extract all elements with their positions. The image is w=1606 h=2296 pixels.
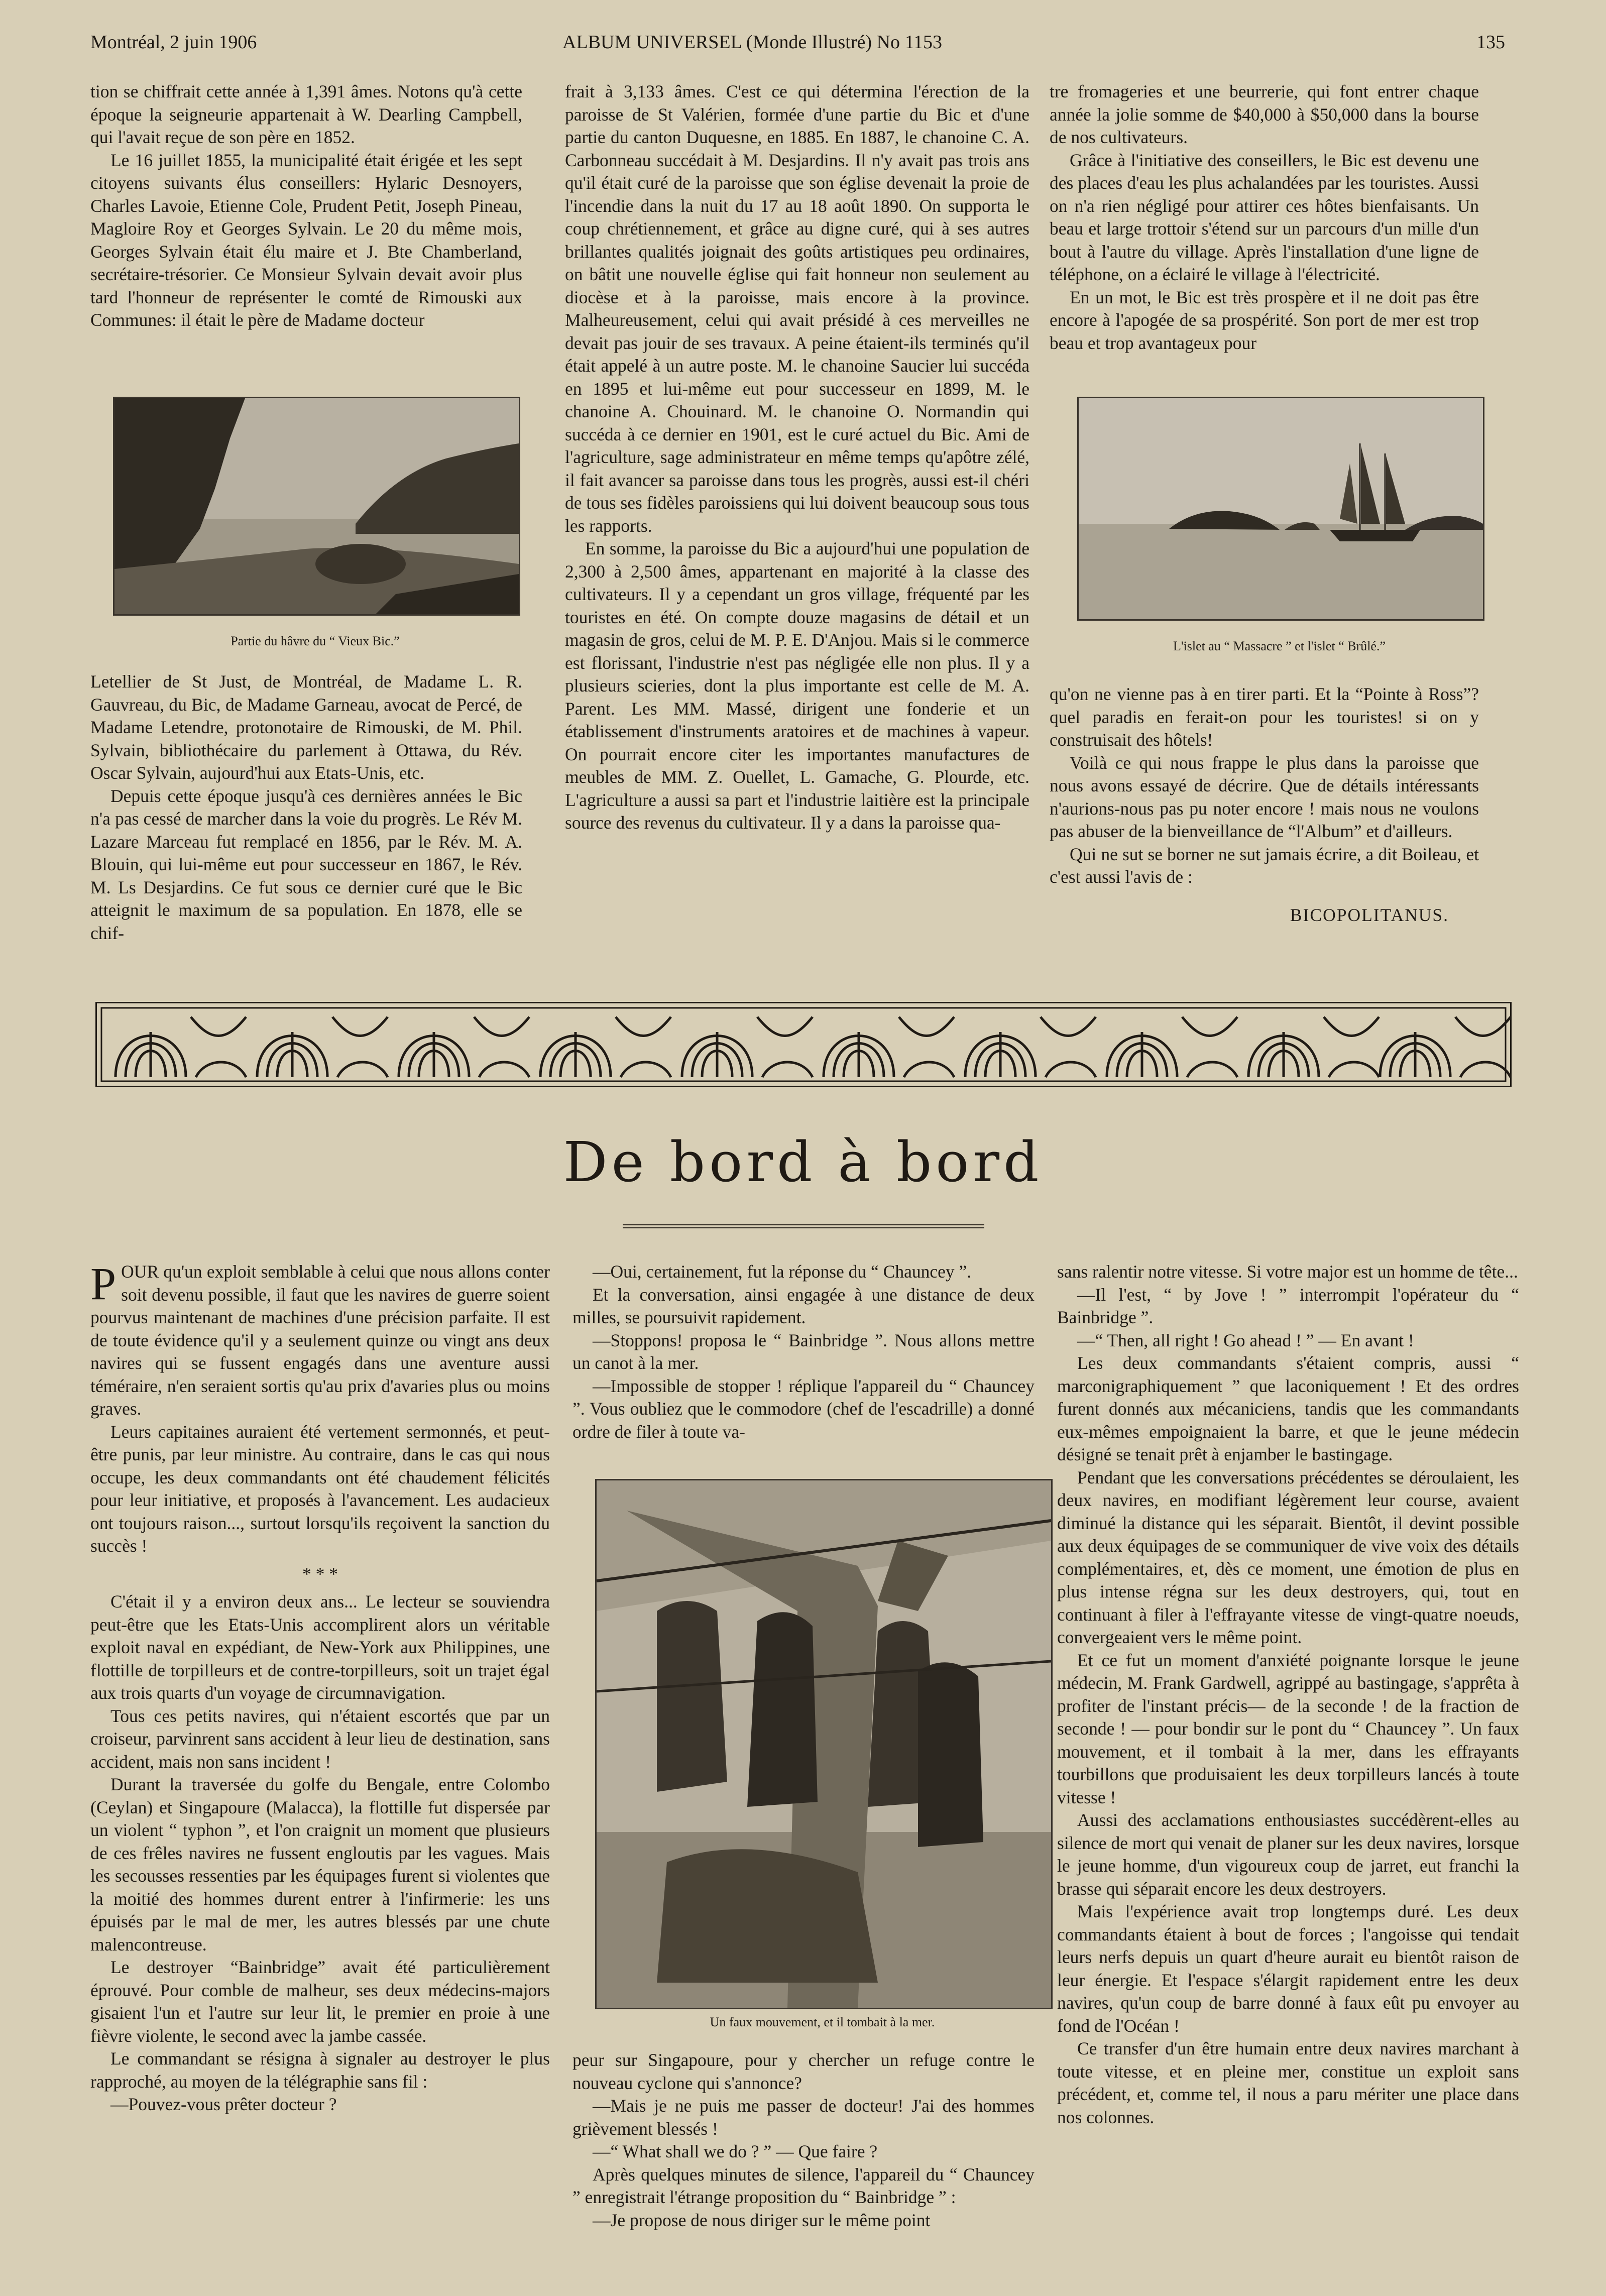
photo-vieux-bic-harbour [113,397,520,616]
paragraph-text: OUR qu'un exploit semblable à celui que nous allons conter soit devenu possible, il faut que les navires de guerre soient pourvus maintenant de machines d'une précision parfaite. Il est de toute évidence qu'il y a seulement quinze ou vingt ans deux navires qui se fussent engagés dans une aventure aussi téméraire, n'en seraient sortis qu'au prix d'avaries plus ou moins graves. [90,1261,550,1419]
header-publication: ALBUM UNIVERSEL (Monde Illustré) No 1153 [562,32,943,53]
paragraph: Pendant que les conversations précédentes se déroulaient, les deux navires, en modifiant légèrement leur course, avaient diminué la distance qui les séparait. Bientôt, il devint possible aux deux équipages de se communiquer de vive voix des détails complémentaires, et, dès ce moment, une émotion de plus en plus intense régna sur les deux destroyers, qui, tout en continuant à filer à l'effrayante vitesse de vingt-quatre noeuds, convergeaient vers le même point. [1057,1467,1519,1647]
paragraph: —Pouvez-vous prêter docteur ? [110,2094,337,2114]
article-title: De bord à bord [563,1130,1043,1194]
paragraph: tre fromageries et une beurrerie, qui font entrer chaque année la jolie somme de $40,000 à $50,000 dans la bourse de nos cultivateurs. [1050,81,1479,147]
paragraph: peur sur Singapoure, pour y chercher un refuge contre le nouveau cyclone qui s'annonce? [572,2050,1035,2093]
paragraph: —Oui, certainement, fut la réponse du “ Chauncey ”. [593,1261,972,1282]
illustration-caption: Un faux mouvement, et il tombait à la mer. [710,2015,935,2029]
section-break: * * * [302,1563,338,1584]
paragraph: Le commandant se résigna à signaler au destroyer le plus rapproché, au moyen de la télégraphie sans fil : [90,2048,550,2092]
paragraph: qu'on ne vienne pas à en tirer parti. Et la “Pointe à Ross”? quel paradis en ferait-on pour les touristes! si on y construisait des hôtels! [1050,684,1479,750]
illustration-image [597,1480,1051,2008]
paragraph: Durant la traversée du golfe du Bengale, entre Colombo (Ceylan) et Singapoure (Malacca), la flottille fut dispersée par un violent “ typhon ”, et l'on craignit un moment que plusieurs de ces frêles navires ne fussent engloutis par les vagues. Mais les secousses ressenties par les équipages furent si violentes que la moitié des hommes durent entrer à l'infirmerie: les uns épuisés par le mal de mer, les autres blessés par une chute malencontreuse. [90,1774,550,1955]
paragraph: Leurs capitaines auraient été vertement sermonnés, et peut-être punis, par leur ministre. Au contraire, dans le cas qui nous occupe, les deux commandants ont été chaudement félicités pour leur initiative, et proposés à l'avancement. Les audacieux ont toujours raison..., surtout lorsqu'ils reçoivent la sanction du succès ! [90,1421,550,1556]
paragraph: Mais l'expérience avait trop longtemps duré. Les deux commandants étaient à bout de forces ; l'angoisse qui tendait leurs nerfs depuis un quart d'heure aurait eu bientôt raison de leur énergie. Et l'espace s'élargit rapidement entre les deux navires, qu'un coup de barre donné à faux eût pu envoyer au fond de l'Océan ! [1057,1901,1519,2036]
header-date: Montréal, 2 juin 1906 [90,32,257,53]
photo-caption-right: L'islet au “ Massacre ” et l'islet “ Brûlé.” [1173,639,1386,653]
paragraph: En somme, la paroisse du Bic a aujourd'hui une population de 2,300 à 2,500 âmes, appartenant en majorité à la classe des cultivateurs. Il y a cependant un gros village, fréquenté par les touristes en été. On compte douze magasins de détail et un magasin de gros, celui de M. P. E. D'Anjou. Mais si le commerce est florissant, l'industrie n'est pas négligée elle non plus. Il y a plusieurs scieries, dont la plus importante est celle de M. A. Parent. Les MM. Massé, dirigent une fonderie et un établissement d'instruments aratoires et de machines à vapeur. On pourrait encore citer les importantes manufactures de meubles de MM. Z. Ouellet, L. Gamache, G. Plourde, etc. L'agriculture a aussi sa part et l'industrie laitière est la principale source des revenus du cultivateur. Il y a dans la paroisse qua- [565,538,1029,833]
paragraph: —“ Then, all right ! Go ahead ! ” — En avant ! [1077,1330,1414,1350]
photo-caption-left: Partie du hâvre du “ Vieux Bic.” [231,634,400,648]
paragraph: Le 16 juillet 1855, la municipalité était érigée et les sept citoyens suivants élus conseillers: Hylaric Desnoyers, Charles Lavoie, Etienne Cole, Prudent Petit, Joseph Pineau, Magloire Roy et Georges Sylvain. Le 20 du même mois, Georges Sylvain était élu maire et J. Bte Chamberland, secrétaire-trésorier. Ce Monsieur Sylvain devait avoir plus tard l'honneur de représenter le comté de Rimouski aux Communes: il était le père de Madame docteur [90,150,522,330]
paragraph: Letellier de St Just, de Montréal, de Madame L. R. Gauvreau, du Bic, de Madame Garneau, avocat de Percé, de Madame Letendre, protonotaire de Rimouski, de M. Phil. Sylvain, bibliothécaire du parlement à Ottawa, du Rév. Oscar Sylvain, aujourd'hui aux Etats-Unis, etc. [90,671,522,783]
paragraph: frait à 3,133 âmes. C'est ce qui détermina l'érection de la paroisse de St Valérien, formée d'une partie du Bic et d'une partie du canton Duquesne, en 1885. En 1887, le chanoine C. A. Carbonneau succédait à M. Desjardins. Il n'y avait pas trois ans qu'il était curé de la paroisse que son église devenait la proie de l'incendie dans la nuit du 17 au 18 août 1890. On supporta le coup chrétiennement, et grâce au digne curé, qui à ses autres brillantes qualités joignait des goûts artistiques peu ordinaires, on bâtit une nouvelle église qui fait honneur non seulement au diocèse et à la paroisse, mais encore à la province. Malheureusement, celui qui avait présidé à ces merveilles ne devait pas jouir de ses travaux. A peine étaient-ils terminés qu'il était appelé à un autre poste. M. le chanoine Saucier lui succéda en 1895 et lui-même eut pour successeur en 1899, M. le chanoine A. Chouinard. M. le chanoine O. Normandin qui succéda à ce dernier en 1901, est le curé actuel du Bic. Ami de l'agriculture, sage administrateur en même temps qu'apôtre zélé, il fait avancer sa paroisse dans tous les progrès, aussi est-il chéri de tous ses fidèles paroissiens qui lui doivent beaucoup sous tous les rapports. [565,81,1029,536]
paragraph: Voilà ce qui nous frappe le plus dans la paroisse que nous avons essayé de décrire. Que de détails intéressants n'aurions-nous pas pu noter encore ! mais nous ne voulons pas abuser de la bienveillance de “l'Album” et d'ailleurs. [1050,752,1479,841]
bottom-col1 [90,1260,550,2116]
top-col3-lower [1050,683,1479,927]
paragraph: Et ce fut un moment d'anxiété poignante lorsque le jeune médecin, M. Frank Gardwell, agrippé au bastingage, s'apprêta à profiter de l'instant précis— de la seconde ! de la fraction de seconde ! — pour bondir sur le pont du “ Chauncey ”. Un faux mouvement, et il tombait à la mer, dans les effrayants tourbillons que produisaient les deux torpilleurs lancés à toute vitesse ! [1057,1650,1519,1807]
paragraph: —Impossible de stopper ! réplique l'appareil du “ Chauncey ”. Vous oubliez que le commodore (chef de l'escadrille) a donné ordre de filer à toute va- [572,1375,1035,1442]
bottom-col2-lower [572,2049,1035,2232]
page-header [0,31,1606,61]
illustration-sailors [595,1479,1053,2009]
paragraph: Aussi des acclamations enthousiastes succédèrent-elles au silence de mort qui venait de planer sur les deux navires, lorsque le jeune homme, d'un vigoureux coup de jarret, eut franchi la brasse qui séparait encore les deux destroyers. [1057,1810,1519,1899]
drop-cap: P [90,1258,117,1309]
top-col2 [565,80,1029,835]
paragraph: tion se chiffrait cette année à 1,391 âmes. Notons qu'à cette époque la seigneurie appartenait à W. Dearling Campbell, qui l'avait reçue de son père en 1852. [90,81,522,147]
paragraph: —Mais je ne puis me passer de docteur! J'ai des hommes grièvement blessés ! [572,2096,1035,2139]
paragraph: Les deux commandants s'étaient compris, aussi “ marconigraphiquement ” que laconiquement ! Et des ordres furent donnés aux mécaniciens, tandis que les commandants eux-mêmes empoignaient la barre, et que le jeune médecin désigné se tenait prêt à enjamber le bastingage. [1057,1353,1519,1464]
paragraph: —Stoppons! proposa le “ Bainbridge ”. Nous allons mettre un canot à la mer. [572,1330,1035,1373]
paragraph: Grâce à l'initiative des conseillers, le Bic est devenu une des places d'eau les plus achalandées par les touristes. Aussi on n'a rien négligé pour attirer ces hôtes bienfaisants. Un beau et large trottoir s'étend sur un parcours d'un mille d'un bout à l'autre du village. Après l'installation d'une ligne de téléphone, on a éclairé le village à l'électricité. [1050,150,1479,284]
paragraph: En un mot, le Bic est très prospère et il ne doit pas être encore à l'apogée de sa prospérité. Son port de mer est trop beau et trop avantageux pour [1050,287,1479,353]
paragraph: —Je propose de nous diriger sur le même point [593,2210,931,2230]
title-rule [623,1224,984,1228]
paragraph [90,1260,550,1421]
paragraph: Le destroyer “Bainbridge” avait été particulièrement éprouvé. Pour comble de malheur, ses deux médecins-majors gisaient l'un et l'autre sur leur lit, le premier en proie à une fièvre violente, le second avec la jambe cassée. [90,1957,550,2046]
article-signature: BICOPOLITANUS. [1290,904,1449,925]
harbour-photo-image [114,398,519,614]
bottom-col3 [1057,1260,1519,2129]
paragraph: —“ What shall we do ? ” — Que faire ? [593,2141,878,2161]
paragraph: Et la conversation, ainsi engagée à une distance de deux milles, se poursuivit rapidement. [572,1284,1035,1327]
paragraph: Ce transfer d'un être humain entre deux navires marchant à toute vitesse, et en pleine mer, constitue un exploit sans précédent, et, comme tel, il nous a paru mériter une place dans nos colonnes. [1057,2038,1519,2127]
top-col1-upper [90,80,522,332]
paragraph: Depuis cette époque jusqu'à ces dernières années le Bic n'a pas cessé de marcher dans la voie du progrès. Le Rév M. Lazare Marceau fut remplacé en 1856, par le Rév. M. A. Blouin, qui lui-même eut pour successeur en 1867, le Rév. M. Ls Desjardins. Ce fut sous ce dernier curé que le Bic atteignit le maximum de sa population. En 1878, elle se chif- [90,785,522,943]
top-col3-upper [1050,80,1479,355]
bottom-col2-upper [572,1260,1035,1443]
paragraph: C'était il y a environ deux ans... Le lecteur se souviendra peut-être que les Etats-Unis accomplirent alors un véritable exploit naval en expédiant, de New-York aux Philippines, une flottille de torpilleurs et de contre-torpilleurs, soit un trajet égal aux trois quarts d'un voyage de circumnavigation. [90,1591,550,1703]
paragraph: Qui ne sut se borner ne sut jamais écrire, a dit Boileau, et c'est aussi l'avis de : [1050,844,1479,887]
islets-photo-image [1079,398,1483,619]
paragraph: sans ralentir notre vitesse. Si votre major est un homme de tête... [1057,1261,1518,1282]
paragraph: Après quelques minutes de silence, l'appareil du “ Chauncey ” enregistrait l'étrange proposition du “ Bainbridge ” : [572,2164,1035,2207]
header-page-number: 135 [1476,32,1505,53]
photo-islets [1077,397,1484,621]
paragraph: —Il l'est, “ by Jove ! ” interrompit l'opérateur du “ Bainbridge ”. [1057,1284,1519,1327]
top-col1-lower [90,670,522,945]
ornamental-banner [95,1002,1512,1087]
paragraph: Tous ces petits navires, qui n'étaient escortés que par un croiseur, parvinrent sans accident à leur lieu de destination, sans accident, mais non sans incident ! [90,1705,550,1772]
